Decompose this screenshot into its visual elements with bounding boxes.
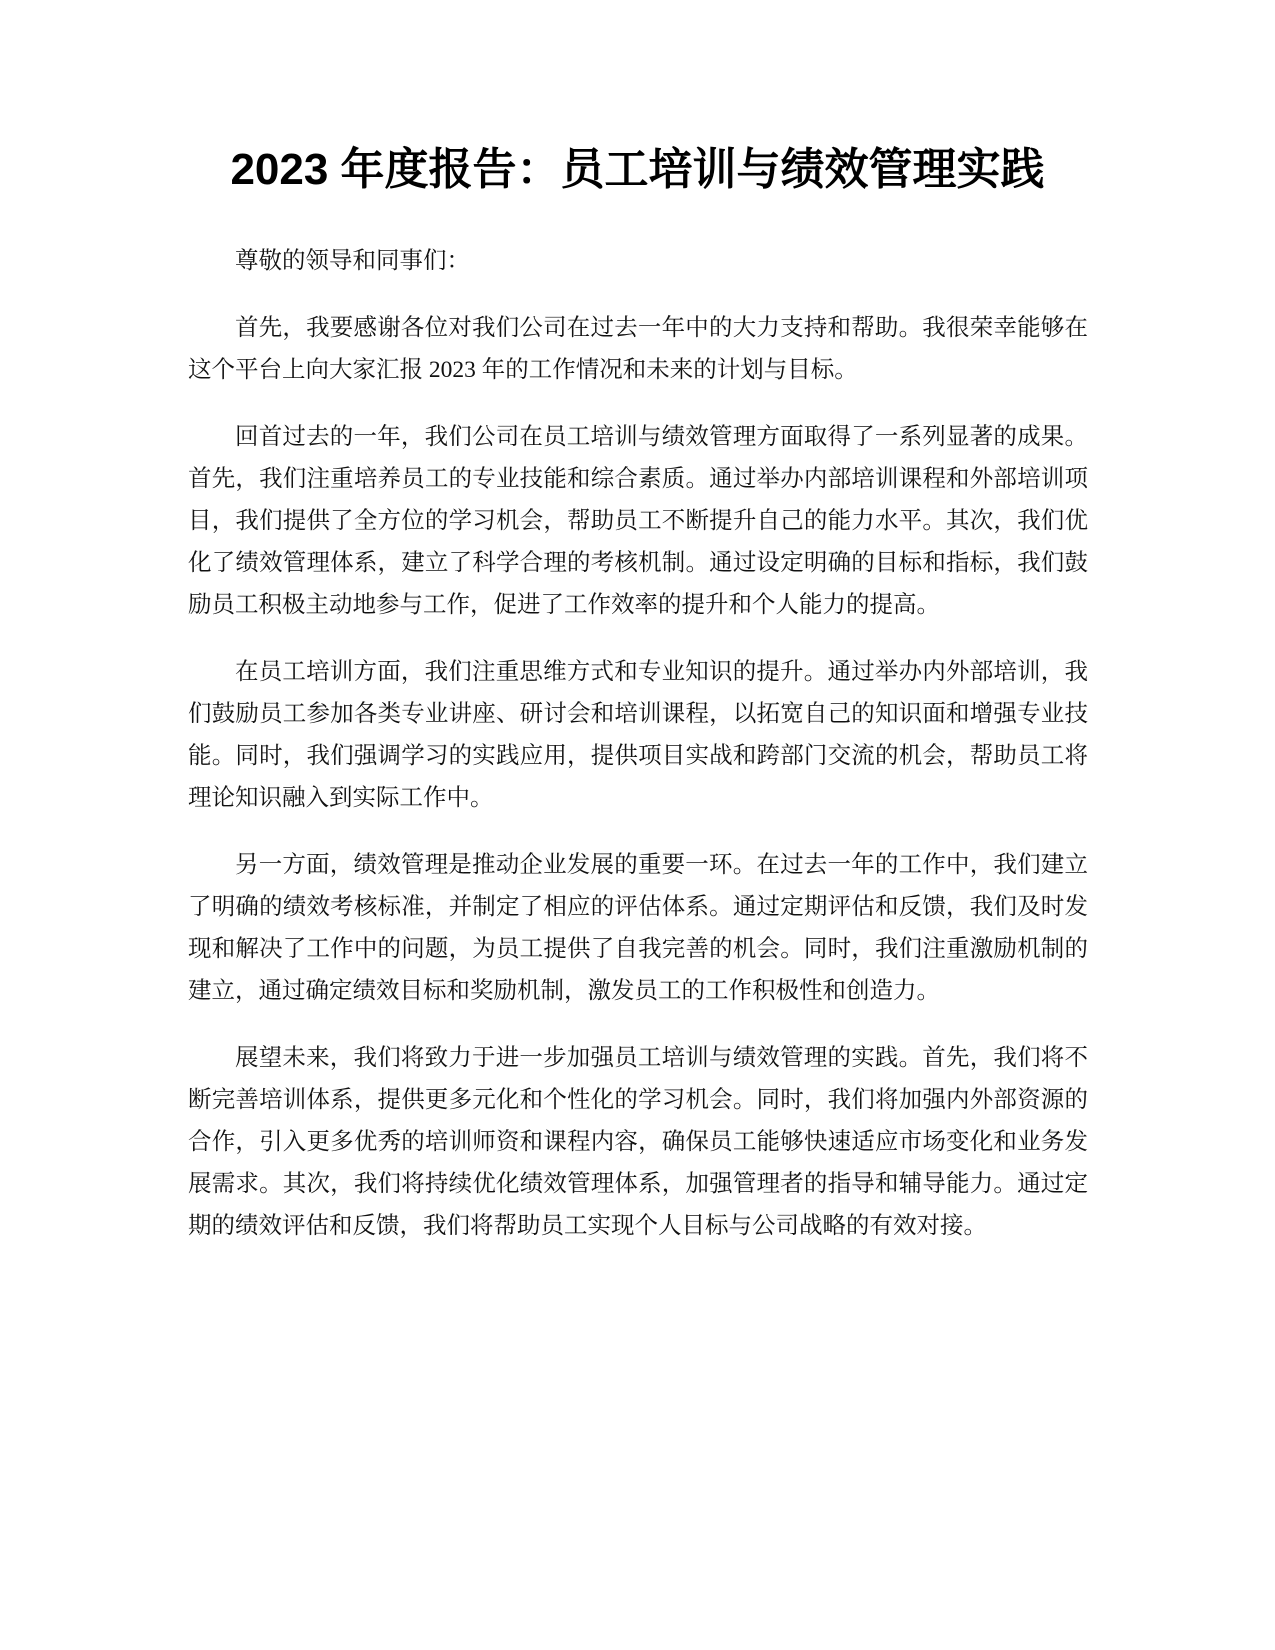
training-paragraph: 在员工培训方面，我们注重思维方式和专业知识的提升。通过举办内外部培训，我们鼓励员工参加各类专业讲座、研讨会和培训课程，以拓宽自己的知识面和增强专业技能。同时，我们强调学习的实践应用，提供项目实战和跨部门交流的机会，帮助员工将理论知识融入到实际工作中。 xyxy=(188,659,1088,811)
review-paragraph: 回首过去的一年，我们公司在员工培训与绩效管理方面取得了一系列显著的成果。首先，我们注重培养员工的专业技能和综合素质。通过举办内部培训课程和外部培训项目，我们提供了全方位的学习机会，帮助员工不断提升自己的能力水平。其次，我们优化了绩效管理体系，建立了科学合理的考核机制。通过设定明确的目标和指标，我们鼓励员工积极主动地参与工作，促进了工作效率的提升和个人能力的提高。 xyxy=(188,424,1088,618)
document-body xyxy=(188,240,1088,1272)
intro-paragraph: 首先，我要感谢各位对我们公司在过去一年中的大力支持和帮助。我很荣幸能够在这个平台上向大家汇报 2023 年的工作情况和未来的计划与目标。 xyxy=(188,315,1088,383)
performance-paragraph: 另一方面，绩效管理是推动企业发展的重要一环。在过去一年的工作中，我们建立了明确的绩效考核标准，并制定了相应的评估体系。通过定期评估和反馈，我们及时发现和解决了工作中的问题，为员工提供了自我完善的机会。同时，我们注重激励机制的建立，通过确定绩效目标和奖励机制，激发员工的工作积极性和创造力。 xyxy=(188,852,1088,1004)
document-title: 2023 年度报告：员工培训与绩效管理实践 xyxy=(230,145,1045,194)
outlook-paragraph: 展望未来，我们将致力于进一步加强员工培训与绩效管理的实践。首先，我们将不断完善培训体系，提供更多元化和个性化的学习机会。同时，我们将加强内外部资源的合作，引入更多优秀的培训师资和课程内容，确保员工能够快速适应市场变化和业务发展需求。其次，我们将持续优化绩效管理体系，加强管理者的指导和辅导能力。通过定期的绩效评估和反馈，我们将帮助员工实现个人目标与公司战略的有效对接。 xyxy=(188,1045,1088,1239)
salutation-paragraph: 尊敬的领导和同事们： xyxy=(235,248,470,274)
